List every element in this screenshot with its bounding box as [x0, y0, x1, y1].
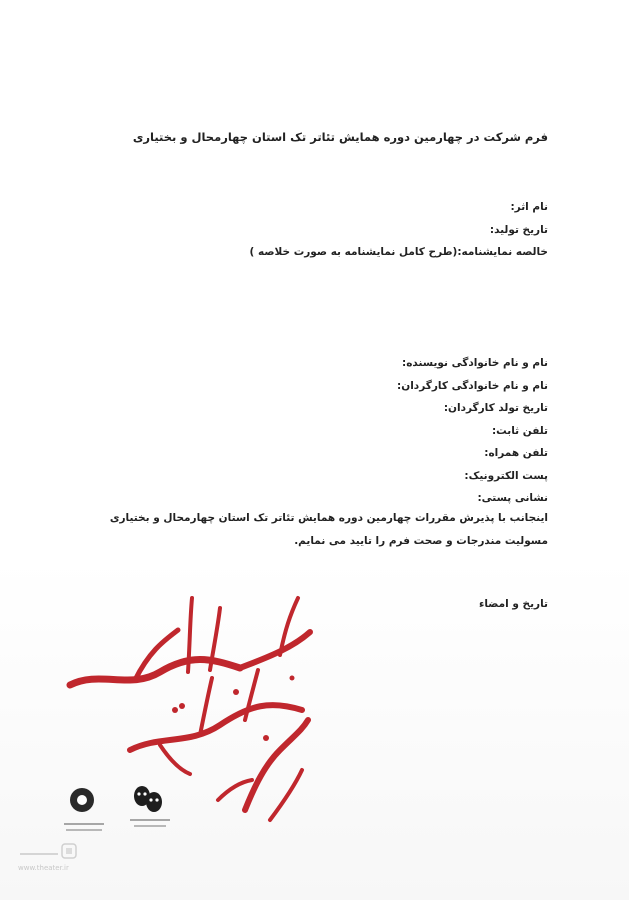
- field-play-summary: خالصه نمایشنامه:(طرح کامل نمایشنامه به صورت خلاصه ): [249, 246, 548, 258]
- field-writer-name: نام و نام خانوادگی نویسنده:: [402, 357, 548, 369]
- field-email: پست الکترونیک:: [464, 469, 548, 482]
- pledge-line: مسولیت مندرجات و صحت فرم را تایید می نمایم.: [294, 534, 548, 547]
- pledge-paragraph: [78, 507, 548, 552]
- hozeh-honari-logo: [64, 788, 104, 830]
- field-landline: تلفن ثابت:: [491, 424, 548, 437]
- iran-theater-watermark: [14, 840, 94, 880]
- field-director-birthdate: تاریخ تولد کارگردان:: [443, 402, 548, 414]
- form-title: فرم شرکت در چهارمین دوره همایش تئاتر تک استان چهارمحال و بختیاری: [132, 130, 548, 144]
- field-director-name: نام و نام خانوادگی کارگردان:: [397, 379, 548, 392]
- theater-masks-logo: [130, 786, 170, 826]
- pledge-line: اینجانب با پذیرش مقررات چهارمین دوره همایش تئاتر تک استان چهارمحال و بختیاری: [109, 512, 548, 524]
- field-mobile: تلفن همراه:: [484, 447, 548, 459]
- personal-info-section: [88, 352, 548, 510]
- work-info-section: [188, 196, 548, 264]
- field-postal-address: نشانی پستی:: [477, 492, 548, 504]
- svg-text:www.theater.ir: www.theater.ir: [18, 864, 69, 872]
- signature-label: تاریخ و امضاء: [478, 598, 548, 610]
- field-work-name: نام اثر:: [510, 201, 548, 213]
- field-production-date: تاریخ تولید:: [489, 223, 548, 236]
